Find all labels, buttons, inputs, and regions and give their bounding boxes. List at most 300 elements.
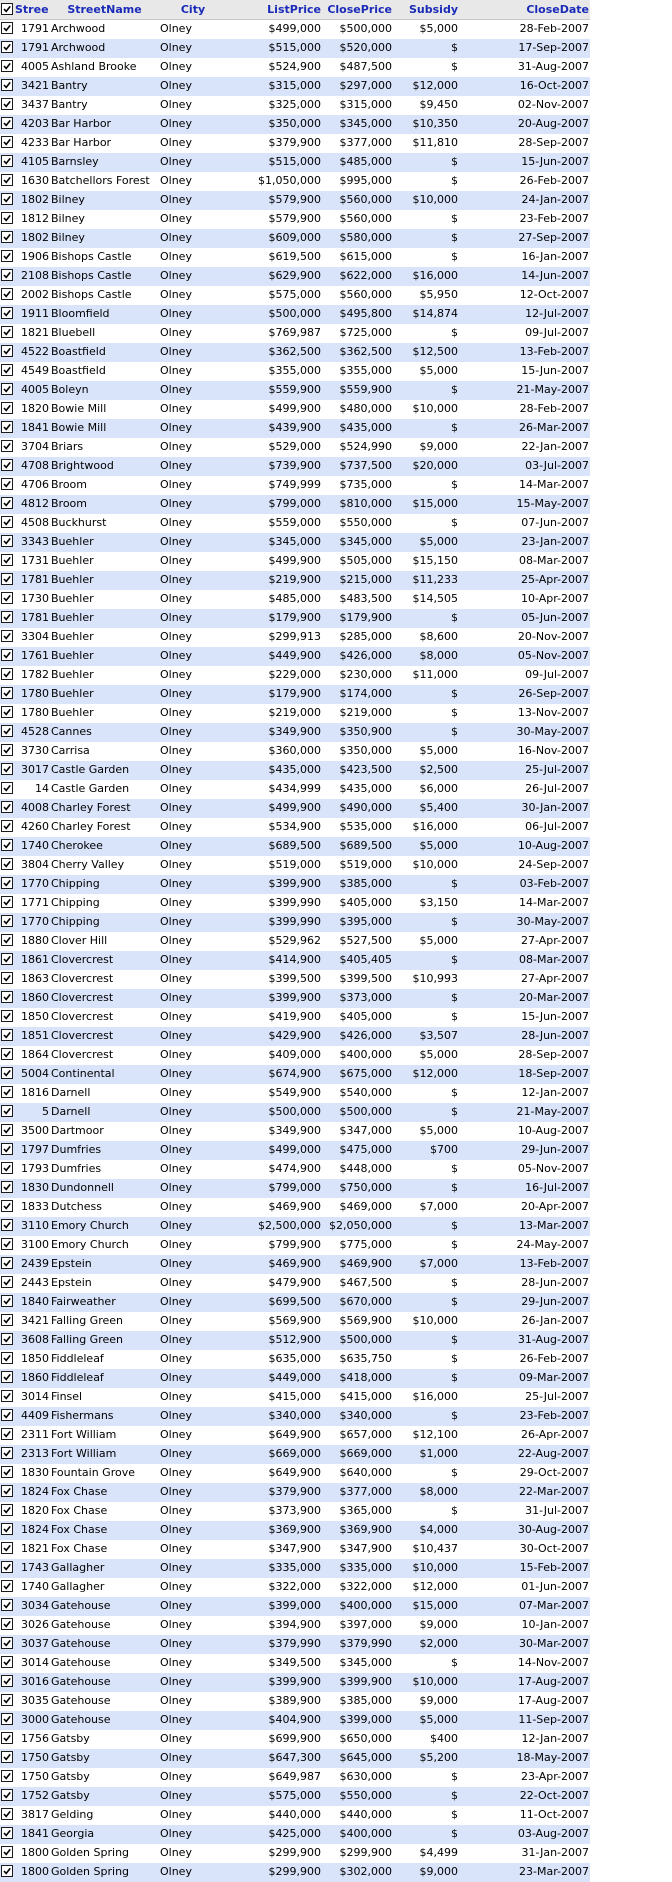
row-checkbox[interactable] <box>1 1105 13 1117</box>
row-select-cell[interactable] <box>0 609 14 628</box>
row-checkbox[interactable] <box>1 953 13 965</box>
row-select-cell[interactable] <box>0 761 14 780</box>
row-checkbox[interactable] <box>1 1846 13 1858</box>
row-checkbox[interactable] <box>1 402 13 414</box>
row-checkbox[interactable] <box>1 345 13 357</box>
row-select-cell[interactable] <box>0 875 14 894</box>
row-select-cell[interactable] <box>0 647 14 666</box>
row-select-cell[interactable] <box>0 590 14 609</box>
table-row[interactable] <box>0 1103 590 1122</box>
row-checkbox[interactable] <box>1 1428 13 1440</box>
row-select-cell[interactable] <box>0 951 14 970</box>
row-select-cell[interactable] <box>0 1464 14 1483</box>
row-select-cell[interactable] <box>0 1046 14 1065</box>
table-row[interactable] <box>0 343 590 362</box>
table-row[interactable] <box>0 1407 590 1426</box>
row-select-cell[interactable] <box>0 1521 14 1540</box>
row-select-cell[interactable] <box>0 1274 14 1293</box>
row-checkbox[interactable] <box>1 972 13 984</box>
table-row[interactable] <box>0 1369 590 1388</box>
table-row[interactable] <box>0 1122 590 1141</box>
table-row[interactable] <box>0 1046 590 1065</box>
row-select-cell[interactable] <box>0 989 14 1008</box>
row-checkbox[interactable] <box>1 1029 13 1041</box>
table-row[interactable] <box>0 1445 590 1464</box>
row-checkbox[interactable] <box>1 1314 13 1326</box>
row-checkbox[interactable] <box>1 193 13 205</box>
row-checkbox[interactable] <box>1 516 13 528</box>
row-checkbox[interactable] <box>1 1124 13 1136</box>
row-checkbox[interactable] <box>1 117 13 129</box>
table-row[interactable] <box>0 1331 590 1350</box>
row-select-cell[interactable] <box>0 1711 14 1730</box>
row-select-cell[interactable] <box>0 1293 14 1312</box>
table-row[interactable] <box>0 96 590 115</box>
row-select-cell[interactable] <box>0 267 14 286</box>
row-select-cell[interactable] <box>0 1236 14 1255</box>
header-close-price[interactable]: ClosePrice <box>322 0 393 20</box>
row-select-cell[interactable] <box>0 476 14 495</box>
table-row[interactable] <box>0 1179 590 1198</box>
row-select-cell[interactable] <box>0 1559 14 1578</box>
table-row[interactable] <box>0 666 590 685</box>
row-checkbox[interactable] <box>1 326 13 338</box>
table-row[interactable] <box>0 1027 590 1046</box>
table-row[interactable] <box>0 1559 590 1578</box>
row-select-cell[interactable] <box>0 1027 14 1046</box>
row-select-cell[interactable] <box>0 1426 14 1445</box>
row-checkbox[interactable] <box>1 364 13 376</box>
row-checkbox[interactable] <box>1 1770 13 1782</box>
row-checkbox[interactable] <box>1 1789 13 1801</box>
row-checkbox[interactable] <box>1 1808 13 1820</box>
table-row[interactable] <box>0 1768 590 1787</box>
table-row[interactable] <box>0 495 590 514</box>
table-row[interactable] <box>0 913 590 932</box>
table-row[interactable] <box>0 533 590 552</box>
row-select-cell[interactable] <box>0 818 14 837</box>
row-checkbox[interactable] <box>1 383 13 395</box>
row-select-cell[interactable] <box>0 799 14 818</box>
row-select-cell[interactable] <box>0 1483 14 1502</box>
table-row[interactable] <box>0 438 590 457</box>
table-row[interactable] <box>0 1293 590 1312</box>
table-row[interactable] <box>0 20 590 39</box>
table-row[interactable] <box>0 685 590 704</box>
row-select-cell[interactable] <box>0 457 14 476</box>
table-row[interactable] <box>0 248 590 267</box>
row-checkbox[interactable] <box>1 668 13 680</box>
table-row[interactable] <box>0 419 590 438</box>
table-row[interactable] <box>0 1825 590 1844</box>
row-select-cell[interactable] <box>0 1141 14 1160</box>
row-checkbox[interactable] <box>1 231 13 243</box>
select-all-cell[interactable] <box>0 0 14 20</box>
row-select-cell[interactable] <box>0 1787 14 1806</box>
row-checkbox[interactable] <box>1 1409 13 1421</box>
table-row[interactable] <box>0 856 590 875</box>
table-row[interactable] <box>0 400 590 419</box>
table-row[interactable] <box>0 381 590 400</box>
row-select-cell[interactable] <box>0 1103 14 1122</box>
row-checkbox[interactable] <box>1 478 13 490</box>
table-row[interactable] <box>0 1426 590 1445</box>
table-row[interactable] <box>0 571 590 590</box>
row-checkbox[interactable] <box>1 1523 13 1535</box>
table-row[interactable] <box>0 1198 590 1217</box>
header-list-price[interactable]: ListPrice <box>227 0 322 20</box>
row-checkbox[interactable] <box>1 98 13 110</box>
table-row[interactable] <box>0 514 590 533</box>
row-select-cell[interactable] <box>0 20 14 39</box>
row-select-cell[interactable] <box>0 1825 14 1844</box>
row-checkbox[interactable] <box>1 1371 13 1383</box>
row-checkbox[interactable] <box>1 896 13 908</box>
table-row[interactable] <box>0 1160 590 1179</box>
row-checkbox[interactable] <box>1 497 13 509</box>
table-row[interactable] <box>0 628 590 647</box>
table-row[interactable] <box>0 324 590 343</box>
row-checkbox[interactable] <box>1 1086 13 1098</box>
row-checkbox[interactable] <box>1 934 13 946</box>
row-checkbox[interactable] <box>1 1580 13 1592</box>
row-select-cell[interactable] <box>0 533 14 552</box>
row-checkbox[interactable] <box>1 440 13 452</box>
header-close-date[interactable]: CloseDate <box>459 0 590 20</box>
table-row[interactable] <box>0 1730 590 1749</box>
row-checkbox[interactable] <box>1 79 13 91</box>
table-row[interactable] <box>0 457 590 476</box>
row-checkbox[interactable] <box>1 592 13 604</box>
table-row[interactable] <box>0 818 590 837</box>
table-row[interactable] <box>0 1654 590 1673</box>
table-row[interactable] <box>0 875 590 894</box>
table-row[interactable] <box>0 210 590 229</box>
row-checkbox[interactable] <box>1 1865 13 1877</box>
row-checkbox[interactable] <box>1 820 13 832</box>
row-select-cell[interactable] <box>0 837 14 856</box>
row-checkbox[interactable] <box>1 839 13 851</box>
row-checkbox[interactable] <box>1 1333 13 1345</box>
row-select-cell[interactable] <box>0 400 14 419</box>
row-checkbox[interactable] <box>1 1162 13 1174</box>
row-select-cell[interactable] <box>0 1654 14 1673</box>
row-checkbox[interactable] <box>1 782 13 794</box>
row-select-cell[interactable] <box>0 419 14 438</box>
header-city[interactable]: City <box>159 0 227 20</box>
row-select-cell[interactable] <box>0 1540 14 1559</box>
row-checkbox[interactable] <box>1 421 13 433</box>
row-select-cell[interactable] <box>0 1331 14 1350</box>
row-select-cell[interactable] <box>0 856 14 875</box>
row-select-cell[interactable] <box>0 248 14 267</box>
row-select-cell[interactable] <box>0 1635 14 1654</box>
row-checkbox[interactable] <box>1 1504 13 1516</box>
row-select-cell[interactable] <box>0 1350 14 1369</box>
row-checkbox[interactable] <box>1 1390 13 1402</box>
select-all-checkbox[interactable] <box>1 3 13 15</box>
table-row[interactable] <box>0 1217 590 1236</box>
row-checkbox[interactable] <box>1 1732 13 1744</box>
row-checkbox[interactable] <box>1 744 13 756</box>
row-select-cell[interactable] <box>0 1084 14 1103</box>
row-checkbox[interactable] <box>1 1143 13 1155</box>
table-row[interactable] <box>0 1312 590 1331</box>
table-row[interactable] <box>0 1692 590 1711</box>
table-row[interactable] <box>0 229 590 248</box>
row-checkbox[interactable] <box>1 573 13 585</box>
row-checkbox[interactable] <box>1 22 13 34</box>
row-checkbox[interactable] <box>1 915 13 927</box>
row-checkbox[interactable] <box>1 1713 13 1725</box>
row-select-cell[interactable] <box>0 153 14 172</box>
row-checkbox[interactable] <box>1 1656 13 1668</box>
table-row[interactable] <box>0 1236 590 1255</box>
row-select-cell[interactable] <box>0 1312 14 1331</box>
row-checkbox[interactable] <box>1 307 13 319</box>
row-checkbox[interactable] <box>1 1181 13 1193</box>
row-checkbox[interactable] <box>1 1352 13 1364</box>
row-checkbox[interactable] <box>1 801 13 813</box>
row-select-cell[interactable] <box>0 210 14 229</box>
row-select-cell[interactable] <box>0 172 14 191</box>
table-row[interactable] <box>0 1806 590 1825</box>
row-select-cell[interactable] <box>0 1407 14 1426</box>
table-row[interactable] <box>0 837 590 856</box>
row-checkbox[interactable] <box>1 991 13 1003</box>
table-row[interactable] <box>0 1255 590 1274</box>
row-checkbox[interactable] <box>1 706 13 718</box>
row-checkbox[interactable] <box>1 250 13 262</box>
row-select-cell[interactable] <box>0 1122 14 1141</box>
table-row[interactable] <box>0 1464 590 1483</box>
table-row[interactable] <box>0 647 590 666</box>
table-row[interactable] <box>0 742 590 761</box>
row-checkbox[interactable] <box>1 1276 13 1288</box>
row-select-cell[interactable] <box>0 39 14 58</box>
row-select-cell[interactable] <box>0 1008 14 1027</box>
row-checkbox[interactable] <box>1 174 13 186</box>
table-row[interactable] <box>0 1350 590 1369</box>
row-select-cell[interactable] <box>0 191 14 210</box>
row-select-cell[interactable] <box>0 1673 14 1692</box>
table-row[interactable] <box>0 704 590 723</box>
row-select-cell[interactable] <box>0 552 14 571</box>
row-select-cell[interactable] <box>0 362 14 381</box>
row-checkbox[interactable] <box>1 1485 13 1497</box>
row-select-cell[interactable] <box>0 286 14 305</box>
table-row[interactable] <box>0 1711 590 1730</box>
row-select-cell[interactable] <box>0 571 14 590</box>
row-select-cell[interactable] <box>0 628 14 647</box>
table-row[interactable] <box>0 894 590 913</box>
table-row[interactable] <box>0 970 590 989</box>
row-checkbox[interactable] <box>1 60 13 72</box>
row-select-cell[interactable] <box>0 229 14 248</box>
table-row[interactable] <box>0 1635 590 1654</box>
table-row[interactable] <box>0 1616 590 1635</box>
row-checkbox[interactable] <box>1 1637 13 1649</box>
table-row[interactable] <box>0 58 590 77</box>
table-row[interactable] <box>0 1388 590 1407</box>
row-select-cell[interactable] <box>0 1255 14 1274</box>
table-row[interactable] <box>0 1065 590 1084</box>
table-row[interactable] <box>0 1673 590 1692</box>
table-row[interactable] <box>0 1084 590 1103</box>
table-row[interactable] <box>0 552 590 571</box>
table-row[interactable] <box>0 780 590 799</box>
row-select-cell[interactable] <box>0 894 14 913</box>
row-select-cell[interactable] <box>0 1388 14 1407</box>
row-select-cell[interactable] <box>0 1369 14 1388</box>
row-select-cell[interactable] <box>0 1730 14 1749</box>
table-row[interactable] <box>0 115 590 134</box>
table-row[interactable] <box>0 1141 590 1160</box>
table-row[interactable] <box>0 362 590 381</box>
row-select-cell[interactable] <box>0 1217 14 1236</box>
row-select-cell[interactable] <box>0 495 14 514</box>
row-select-cell[interactable] <box>0 305 14 324</box>
row-checkbox[interactable] <box>1 1599 13 1611</box>
row-select-cell[interactable] <box>0 1198 14 1217</box>
table-row[interactable] <box>0 761 590 780</box>
row-checkbox[interactable] <box>1 288 13 300</box>
row-select-cell[interactable] <box>0 77 14 96</box>
row-checkbox[interactable] <box>1 858 13 870</box>
row-checkbox[interactable] <box>1 687 13 699</box>
row-select-cell[interactable] <box>0 932 14 951</box>
row-checkbox[interactable] <box>1 535 13 547</box>
table-row[interactable] <box>0 799 590 818</box>
row-select-cell[interactable] <box>0 1768 14 1787</box>
header-street-number[interactable]: Stree <box>14 0 50 20</box>
row-checkbox[interactable] <box>1 1675 13 1687</box>
row-select-cell[interactable] <box>0 1692 14 1711</box>
row-checkbox[interactable] <box>1 725 13 737</box>
row-checkbox[interactable] <box>1 1542 13 1554</box>
row-select-cell[interactable] <box>0 1863 14 1882</box>
table-row[interactable] <box>0 609 590 628</box>
row-checkbox[interactable] <box>1 1200 13 1212</box>
row-select-cell[interactable] <box>0 58 14 77</box>
row-select-cell[interactable] <box>0 1597 14 1616</box>
table-row[interactable] <box>0 77 590 96</box>
row-checkbox[interactable] <box>1 459 13 471</box>
table-row[interactable] <box>0 286 590 305</box>
table-row[interactable] <box>0 172 590 191</box>
row-select-cell[interactable] <box>0 1179 14 1198</box>
table-row[interactable] <box>0 305 590 324</box>
table-row[interactable] <box>0 723 590 742</box>
row-select-cell[interactable] <box>0 666 14 685</box>
row-checkbox[interactable] <box>1 1561 13 1573</box>
table-row[interactable] <box>0 1540 590 1559</box>
row-checkbox[interactable] <box>1 1447 13 1459</box>
table-row[interactable] <box>0 1749 590 1768</box>
row-checkbox[interactable] <box>1 1295 13 1307</box>
table-row[interactable] <box>0 1521 590 1540</box>
table-row[interactable] <box>0 932 590 951</box>
table-row[interactable] <box>0 134 590 153</box>
row-checkbox[interactable] <box>1 1238 13 1250</box>
row-select-cell[interactable] <box>0 1502 14 1521</box>
row-select-cell[interactable] <box>0 780 14 799</box>
row-select-cell[interactable] <box>0 1749 14 1768</box>
table-row[interactable] <box>0 153 590 172</box>
row-checkbox[interactable] <box>1 630 13 642</box>
row-checkbox[interactable] <box>1 1827 13 1839</box>
row-checkbox[interactable] <box>1 1694 13 1706</box>
row-checkbox[interactable] <box>1 877 13 889</box>
row-select-cell[interactable] <box>0 913 14 932</box>
table-row[interactable] <box>0 39 590 58</box>
table-row[interactable] <box>0 267 590 286</box>
row-select-cell[interactable] <box>0 115 14 134</box>
row-select-cell[interactable] <box>0 381 14 400</box>
row-checkbox[interactable] <box>1 136 13 148</box>
table-row[interactable] <box>0 1008 590 1027</box>
row-select-cell[interactable] <box>0 1160 14 1179</box>
table-row[interactable] <box>0 1274 590 1293</box>
row-select-cell[interactable] <box>0 324 14 343</box>
row-checkbox[interactable] <box>1 1618 13 1630</box>
row-checkbox[interactable] <box>1 1219 13 1231</box>
table-row[interactable] <box>0 951 590 970</box>
row-checkbox[interactable] <box>1 649 13 661</box>
header-subsidy[interactable]: Subsidy <box>393 0 459 20</box>
row-checkbox[interactable] <box>1 1466 13 1478</box>
table-row[interactable] <box>0 1578 590 1597</box>
row-select-cell[interactable] <box>0 514 14 533</box>
row-checkbox[interactable] <box>1 1067 13 1079</box>
table-row[interactable] <box>0 1844 590 1863</box>
row-checkbox[interactable] <box>1 155 13 167</box>
row-select-cell[interactable] <box>0 704 14 723</box>
table-row[interactable] <box>0 989 590 1008</box>
table-row[interactable] <box>0 191 590 210</box>
row-checkbox[interactable] <box>1 1010 13 1022</box>
row-select-cell[interactable] <box>0 1616 14 1635</box>
table-row[interactable] <box>0 1483 590 1502</box>
row-select-cell[interactable] <box>0 438 14 457</box>
row-select-cell[interactable] <box>0 723 14 742</box>
row-select-cell[interactable] <box>0 134 14 153</box>
row-select-cell[interactable] <box>0 1806 14 1825</box>
row-select-cell[interactable] <box>0 1445 14 1464</box>
row-select-cell[interactable] <box>0 1578 14 1597</box>
row-checkbox[interactable] <box>1 212 13 224</box>
row-checkbox[interactable] <box>1 1751 13 1763</box>
row-checkbox[interactable] <box>1 763 13 775</box>
row-select-cell[interactable] <box>0 685 14 704</box>
row-select-cell[interactable] <box>0 970 14 989</box>
row-checkbox[interactable] <box>1 269 13 281</box>
table-row[interactable] <box>0 1502 590 1521</box>
row-checkbox[interactable] <box>1 41 13 53</box>
row-checkbox[interactable] <box>1 554 13 566</box>
row-select-cell[interactable] <box>0 343 14 362</box>
row-select-cell[interactable] <box>0 1065 14 1084</box>
table-row[interactable] <box>0 590 590 609</box>
row-select-cell[interactable] <box>0 1844 14 1863</box>
table-row[interactable] <box>0 1787 590 1806</box>
table-row[interactable] <box>0 1597 590 1616</box>
row-checkbox[interactable] <box>1 1048 13 1060</box>
row-select-cell[interactable] <box>0 742 14 761</box>
row-select-cell[interactable] <box>0 96 14 115</box>
header-street-name[interactable]: StreetName <box>50 0 159 20</box>
row-checkbox[interactable] <box>1 611 13 623</box>
